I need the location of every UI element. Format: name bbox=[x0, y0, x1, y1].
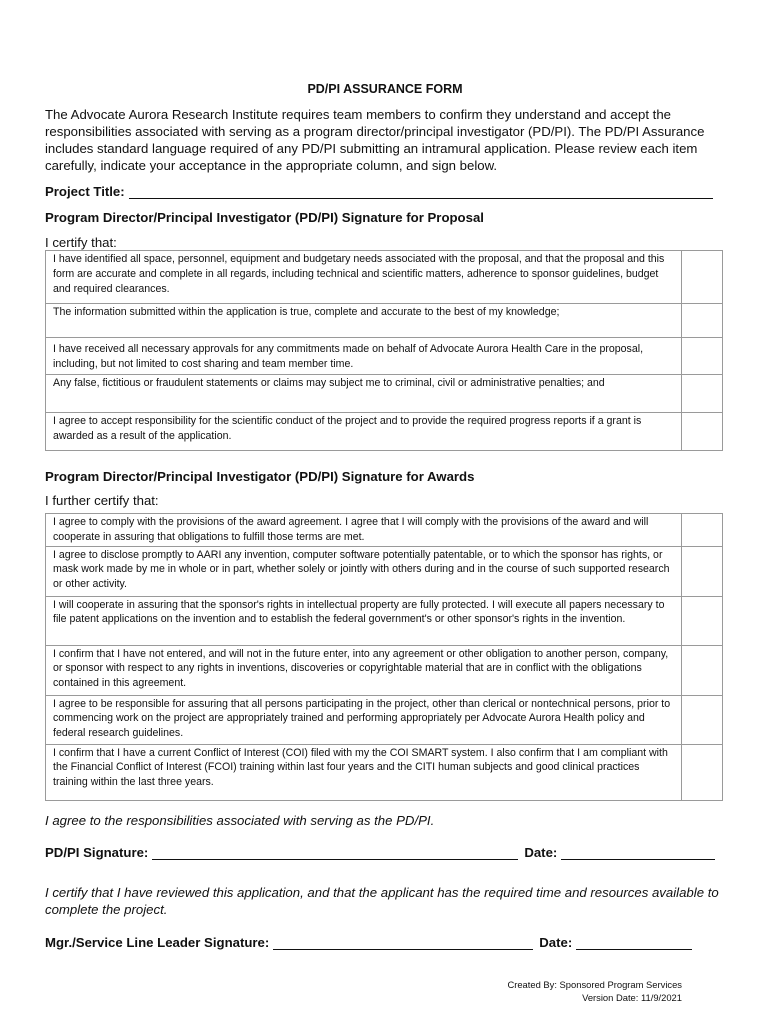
acceptance-box[interactable] bbox=[682, 596, 723, 645]
manager-date-field[interactable] bbox=[576, 937, 692, 950]
pdpi-signature-label: PD/PI Signature: bbox=[45, 845, 149, 860]
manager-date-label: Date: bbox=[539, 935, 573, 950]
manager-signature-row bbox=[45, 935, 692, 950]
table-row bbox=[46, 645, 723, 695]
pdpi-date-field[interactable] bbox=[561, 847, 715, 860]
form-title: PD/PI ASSURANCE FORM bbox=[307, 82, 463, 96]
project-title-row bbox=[45, 184, 713, 199]
intro-paragraph: The Advocate Aurora Research Institute requires team members to confirm they understand and accept the responsibilities associated with serving as a program director/principal investigator (PD/PI). The PD/PI Assurance includes standard language required of any PD/PI submitting an intramural application. Please review each item carefully, indicate your acceptance in the appropriate column, and sign below. bbox=[45, 107, 705, 173]
pdpi-date-label: Date: bbox=[524, 845, 558, 860]
table-row bbox=[46, 514, 723, 547]
proposal-heading: Program Director/Principal Investigator (PD/PI) Signature for Proposal bbox=[45, 210, 484, 225]
table-row bbox=[46, 413, 723, 451]
project-title-field[interactable] bbox=[129, 186, 713, 199]
awards-item-text: I agree to disclose promptly to AARI any invention, computer software potentially patentable, or to which the sponsor has rights, or mask work made by me in whole or in part, whether solely or jointly with others during and in the course of such supported research or other activity. bbox=[46, 546, 682, 596]
manager-statement: I certify that I have reviewed this application, and that the applicant has the required time and resources available to complete the project. bbox=[45, 885, 719, 917]
agree-statement: I agree to the responsibilities associated with serving as the PD/PI. bbox=[45, 813, 435, 828]
manager-signature-field[interactable] bbox=[273, 937, 533, 950]
proposal-item-text: I have identified all space, personnel, equipment and budgetary needs associated with the proposal, and that the proposal and this form are accurate and complete in all regards, including technical and scientific matters, adherence to sponsor guidelines, budget and required clearances. bbox=[46, 251, 682, 304]
acceptance-box[interactable] bbox=[682, 338, 723, 375]
table-row bbox=[46, 744, 723, 800]
acceptance-box[interactable] bbox=[682, 695, 723, 744]
acceptance-box[interactable] bbox=[682, 546, 723, 596]
footer-created-by: Created By: Sponsored Program Services bbox=[507, 979, 682, 990]
proposal-item-text: I agree to accept responsibility for the scientific conduct of the project and to provide the required progress reports if a grant is awarded as a result of the application. bbox=[46, 413, 682, 451]
footer bbox=[507, 978, 682, 1004]
awards-item-text: I agree to comply with the provisions of the award agreement. I agree that I will comply with the provisions of the award and will cooperate in assuring that obligations to fulfill those terms are met. bbox=[46, 514, 682, 547]
acceptance-box[interactable] bbox=[682, 251, 723, 304]
acceptance-box[interactable] bbox=[682, 645, 723, 695]
awards-item-text: I confirm that I have not entered, and will not in the future enter, into any agreement or other obligation to another person, company, or sponsor with respect to any rights in inventions, discoveries or copyrightable material that are in conflict with the obligations contained in this agreement. bbox=[46, 645, 682, 695]
table-row bbox=[46, 546, 723, 596]
pdpi-signature-row bbox=[45, 845, 715, 860]
awards-certify-text: I further certify that: bbox=[45, 493, 159, 508]
proposal-item-text: The information submitted within the application is true, complete and accurate to the best of my knowledge; bbox=[46, 304, 682, 338]
table-row bbox=[46, 596, 723, 645]
awards-item-text: I confirm that I have a current Conflict of Interest (COI) filed with my the COI SMART system. I also confirm that I am compliant with the Financial Conflict of Interest (FCOI) training within last four years and the CITI human subjects and good clinical practices training within the last three years. bbox=[46, 744, 682, 800]
acceptance-box[interactable] bbox=[682, 413, 723, 451]
table-row bbox=[46, 375, 723, 413]
footer-version-date: Version Date: 11/9/2021 bbox=[582, 992, 682, 1003]
awards-items-table bbox=[45, 513, 723, 801]
acceptance-box[interactable] bbox=[682, 304, 723, 338]
pdpi-signature-field[interactable] bbox=[152, 847, 518, 860]
table-row bbox=[46, 695, 723, 744]
proposal-item-text: Any false, fictitious or fraudulent statements or claims may subject me to criminal, civil or administrative penalties; and bbox=[46, 375, 682, 413]
table-row bbox=[46, 251, 723, 304]
acceptance-box[interactable] bbox=[682, 375, 723, 413]
proposal-item-text: I have received all necessary approvals for any commitments made on behalf of Advocate Aurora Health Care in the proposal, including, but not limited to cost sharing and team member time. bbox=[46, 338, 682, 375]
table-row bbox=[46, 304, 723, 338]
awards-heading: Program Director/Principal Investigator (PD/PI) Signature for Awards bbox=[45, 469, 475, 484]
proposal-certify-text: I certify that: bbox=[45, 235, 117, 250]
awards-item-text: I will cooperate in assuring that the sponsor's rights in intellectual property are fully protected. I will execute all papers necessary to file patent applications on the invention and to establish the federal government's or other sponsor's rights in the invention. bbox=[46, 596, 682, 645]
manager-signature-label: Mgr./Service Line Leader Signature: bbox=[45, 935, 270, 950]
project-title-label: Project Title: bbox=[45, 184, 125, 199]
acceptance-box[interactable] bbox=[682, 514, 723, 547]
awards-item-text: I agree to be responsible for assuring that all persons participating in the project, other than clerical or nontechnical persons, prior to commencing work on the project are appropriately trained and performing appropriately per Advocate Aurora Health policy and federal research guidelines. bbox=[46, 695, 682, 744]
proposal-items-table bbox=[45, 250, 723, 451]
table-row bbox=[46, 338, 723, 375]
acceptance-box[interactable] bbox=[682, 744, 723, 800]
